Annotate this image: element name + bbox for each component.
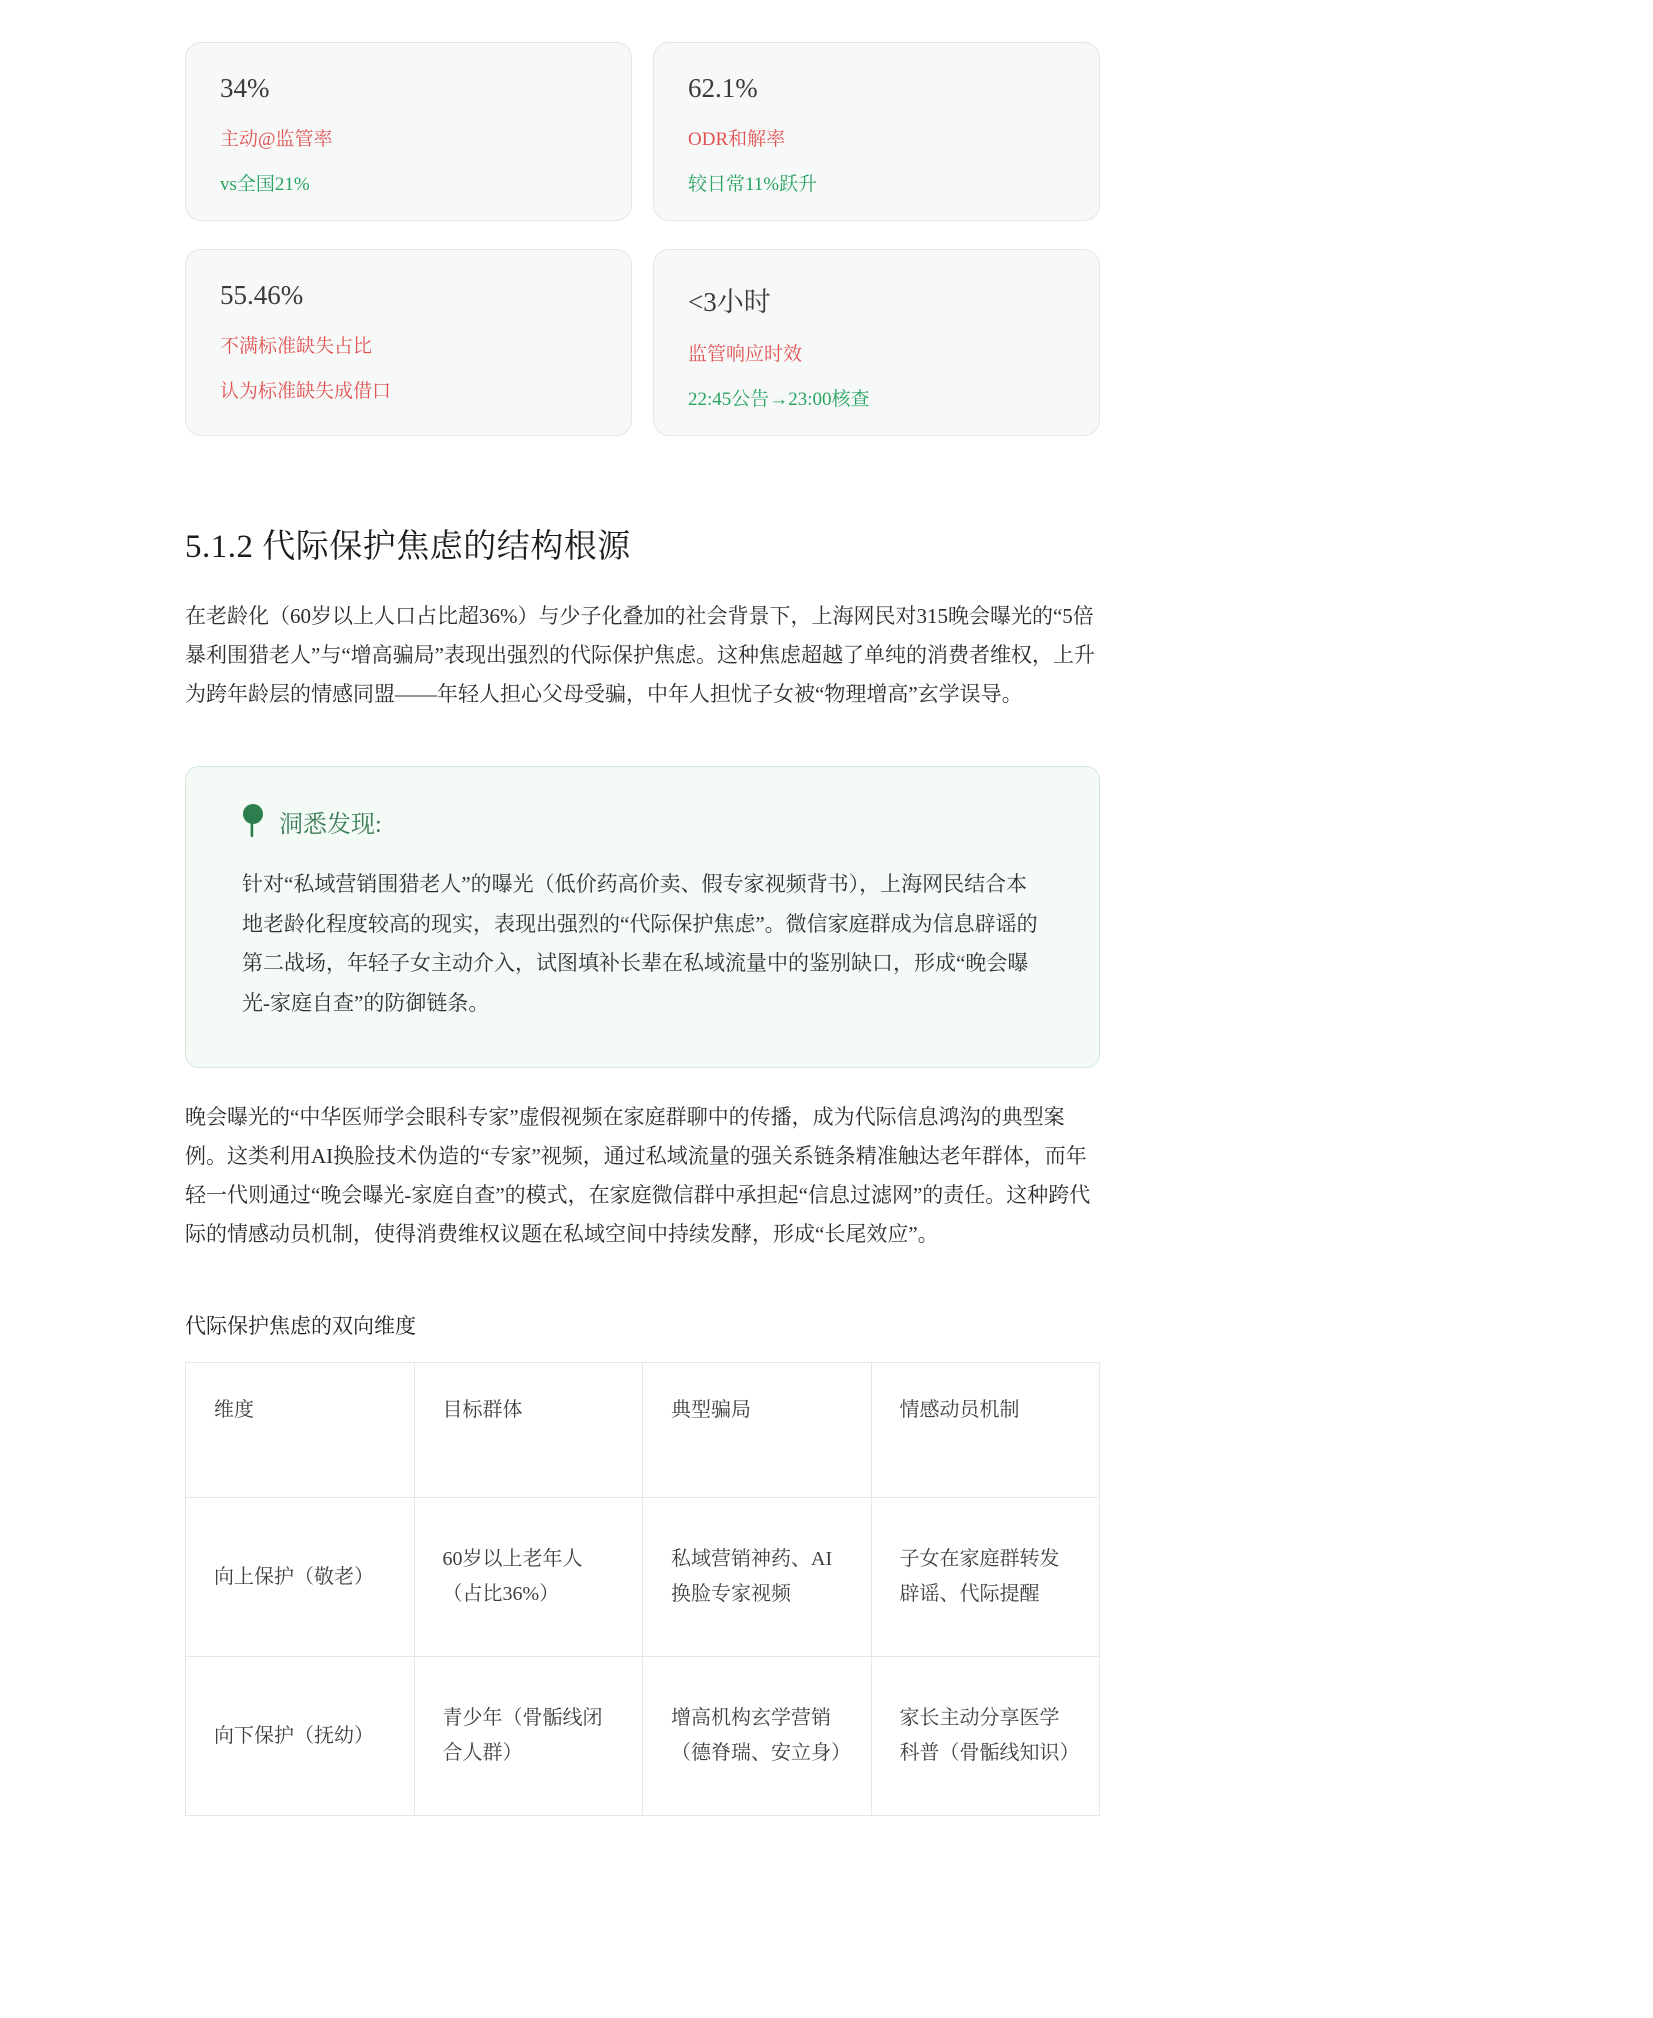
column-header: 目标群体 [414,1363,643,1498]
table-cell: 60岁以上老年人（占比36%） [414,1498,643,1657]
stat-sub: 22:45公告→23:00核查 [688,389,870,410]
paragraph-analysis: 晚会曝光的“中华医师学会眼科专家”虚假视频在家庭群聊中的传播，成为代际信息鸿沟的典型案例。这类利用AI换脸技术伪造的“专家”视频，通过私域流量的强关系链条精准触达老年群体，而年轻一代则通过“晚会曝光-家庭自查”的模式，在家庭微信群中承担起“信息过滤网”的责任。这种跨代际的情感动员机制，使得消费维权议题在私域空间中持续发酵，形成“长尾效应”。 [185,1105,1091,1247]
column-header: 典型骗局 [643,1363,872,1498]
stat-cards [185,42,1100,436]
column-header: 情感动员机制 [871,1363,1100,1498]
table-cell: 私域营销神药、AI换脸专家视频 [643,1498,872,1657]
table-caption: 代际保护焦虑的双向维度 [185,1314,416,1339]
stat-value: 34% [220,73,270,103]
stat-sub: 较日常11%跃升 [688,174,818,195]
stat-value: 55.46% [220,280,304,310]
stat-card-supervision [185,42,632,221]
dimension-table [185,1362,1100,1816]
table-cell: 子女在家庭群转发辟谣、代际提醒 [871,1498,1100,1657]
paragraph-intro: 在老龄化（60岁以上人口占比超36%）与少子化叠加的社会背景下，上海网民对315晚会曝光的“5倍暴利围猎老人”与“增高骗局”表现出强烈的代际保护焦虑。这种焦虑超越了单纯的消费者维权，上升为跨年龄层的情感同盟——年轻人担心父母受骗，中年人担忧子女被“物理增高”玄学误导。 [185,604,1095,707]
callout-title: 洞悉发现: [279,811,382,838]
stat-label: 不满标准缺失占比 [220,336,373,357]
callout-body: 针对“私域营销围猎老人”的曝光（低价药高价卖、假专家视频背书），上海网民结合本地老龄化程度较高的现实，表现出强烈的“代际保护焦虑”。微信家庭群成为信息辟谣的第二战场，年轻子女主动介入，试图填补长辈在私域流量中的鉴别缺口，形成“晚会曝光-家庭自查”的防御链条。 [242,872,1038,1015]
table-row [186,1498,1100,1657]
callout-title-row [242,803,1043,839]
stat-card-odr [653,42,1100,221]
stat-card-standard-gap [185,249,632,436]
table-cell: 向上保护（敬老） [186,1498,415,1657]
column-header: 维度 [186,1363,415,1498]
stat-sub: vs全国21% [220,174,310,195]
table-row [186,1657,1100,1816]
table-cell: 家长主动分享医学科普（骨骺线知识） [871,1657,1100,1816]
table-cell: 向下保护（抚幼） [186,1657,415,1816]
table-header-row [186,1363,1100,1498]
insight-callout [185,766,1100,1068]
stat-label: ODR和解率 [688,129,786,150]
stat-card-response-time [653,249,1100,436]
pin-icon [242,803,264,839]
table-cell: 增高机构玄学营销（德脊瑞、安立身） [643,1657,872,1816]
stat-label: 主动@监管率 [220,129,333,150]
page-content [185,0,1100,1816]
table-cell: 青少年（骨骺线闭合人群） [414,1657,643,1816]
stat-label: 监管响应时效 [688,344,803,365]
stat-sub: 认为标准缺失成借口 [220,381,392,402]
stat-value: <3小时 [688,287,771,317]
stat-value: 62.1% [688,73,758,103]
section-heading: 5.1.2 代际保护焦虑的结构根源 [185,529,631,565]
